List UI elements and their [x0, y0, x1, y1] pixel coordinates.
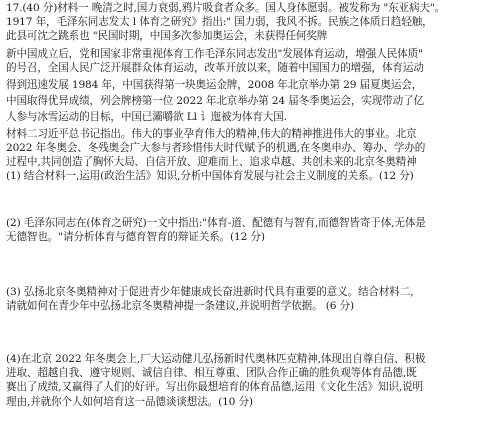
question-4-line: 进取、超越自我、遵守规则、诚信自律、相互尊重、团队合作正确的胜负观等体育品德,既	[6, 367, 417, 379]
question-3-line: 请就如何在青少年中弘扬北京冬奥精神提一条建议,并说明哲学依据。 (6 分)	[6, 300, 354, 312]
material-line: 此县可沈之跳系也 "民国时期，中国多次参加奥运会，未获得任何奖牌	[6, 30, 328, 42]
question-2-line: 无德智也。"请分析体育与德育智育的辩证关系。(12 分)	[6, 231, 265, 243]
question-4-line: (4)在北京 2022 年冬奥会上,厂大运动健儿弘扬新时代奥林匹克精神,体现出自尊自信、积极	[6, 353, 426, 365]
material-line: 过程中,共同创造了胸怀大局、自信开放、迎难而上、追求卓越、共创未来的北京冬奥精神	[6, 156, 417, 168]
material-line: 2022 年冬奥会、冬残奥会广大参与者珍惜伟大时代赋予的机遇,在冬奥申办、筹办、学办的	[6, 142, 426, 154]
material-line: 17.(40 分)材料一 晚清之时,国力衰弱,鸦片吸食者众多。国人身体愿弱。被发称为 "东亚病夫"。	[6, 2, 446, 14]
material-line: 1917 年，毛泽东同志发太 l 体育之研究》指出:" 国力弱，我风不拆。民族之体质日趋轻触，	[6, 16, 433, 28]
question-4-line: 理由,并就你个人如何培育这一品德谈谈想法。(10 分)	[6, 396, 253, 408]
material-line: 人参与冰雪运动的目标，中国已灞嚼欲 Ll 讠迤被为体育大国.	[6, 111, 287, 123]
material-line: 中国取得优异成绩，列会牌榜第一位 2022 年北京举办第 24 届冬季奥运会，实现带动了亿	[6, 95, 424, 107]
material-line: 的号召，全国人民广泛开展群众体育运动，改革开放以来，随着中国国力的增强，体育运动	[6, 62, 424, 74]
question-3-line: (3) 弘扬北京冬奥精神对于促进青少年健康成长奋进新时代具有重要的意义。结合材料二,	[6, 286, 414, 298]
material-line: 新中国成立后，党和国家非常重视体育工作毛泽东同志发出"发展体育运动，增强人民体质"	[6, 48, 423, 60]
question-1: (1) 结合材料一,运用(政治生活》知识,分析中国体育发展与社会主义制度的关系。(12 分)	[6, 170, 414, 182]
question-2-line: (2) 毛泽东同志在(体育之研究)一文中指出:"体育-道、配德有与智有,而德智皆寄于体,无体是	[6, 217, 426, 229]
material-line: 材料二习近平总书记指出。伟大的事业孕育伟大的精神,伟大的精神推进伟大的事业。北京	[6, 128, 417, 140]
question-4-line: 赛出了成绩,又赢得了人们的好评。写出你最想培育的体育品德,运用《文化生活》知识,说明	[6, 381, 423, 393]
material-line: 得到迅速发展 1984 年，中国获得第一块奥运金牌，2008 年北京举办第 29 届夏奥运会，	[6, 79, 423, 91]
